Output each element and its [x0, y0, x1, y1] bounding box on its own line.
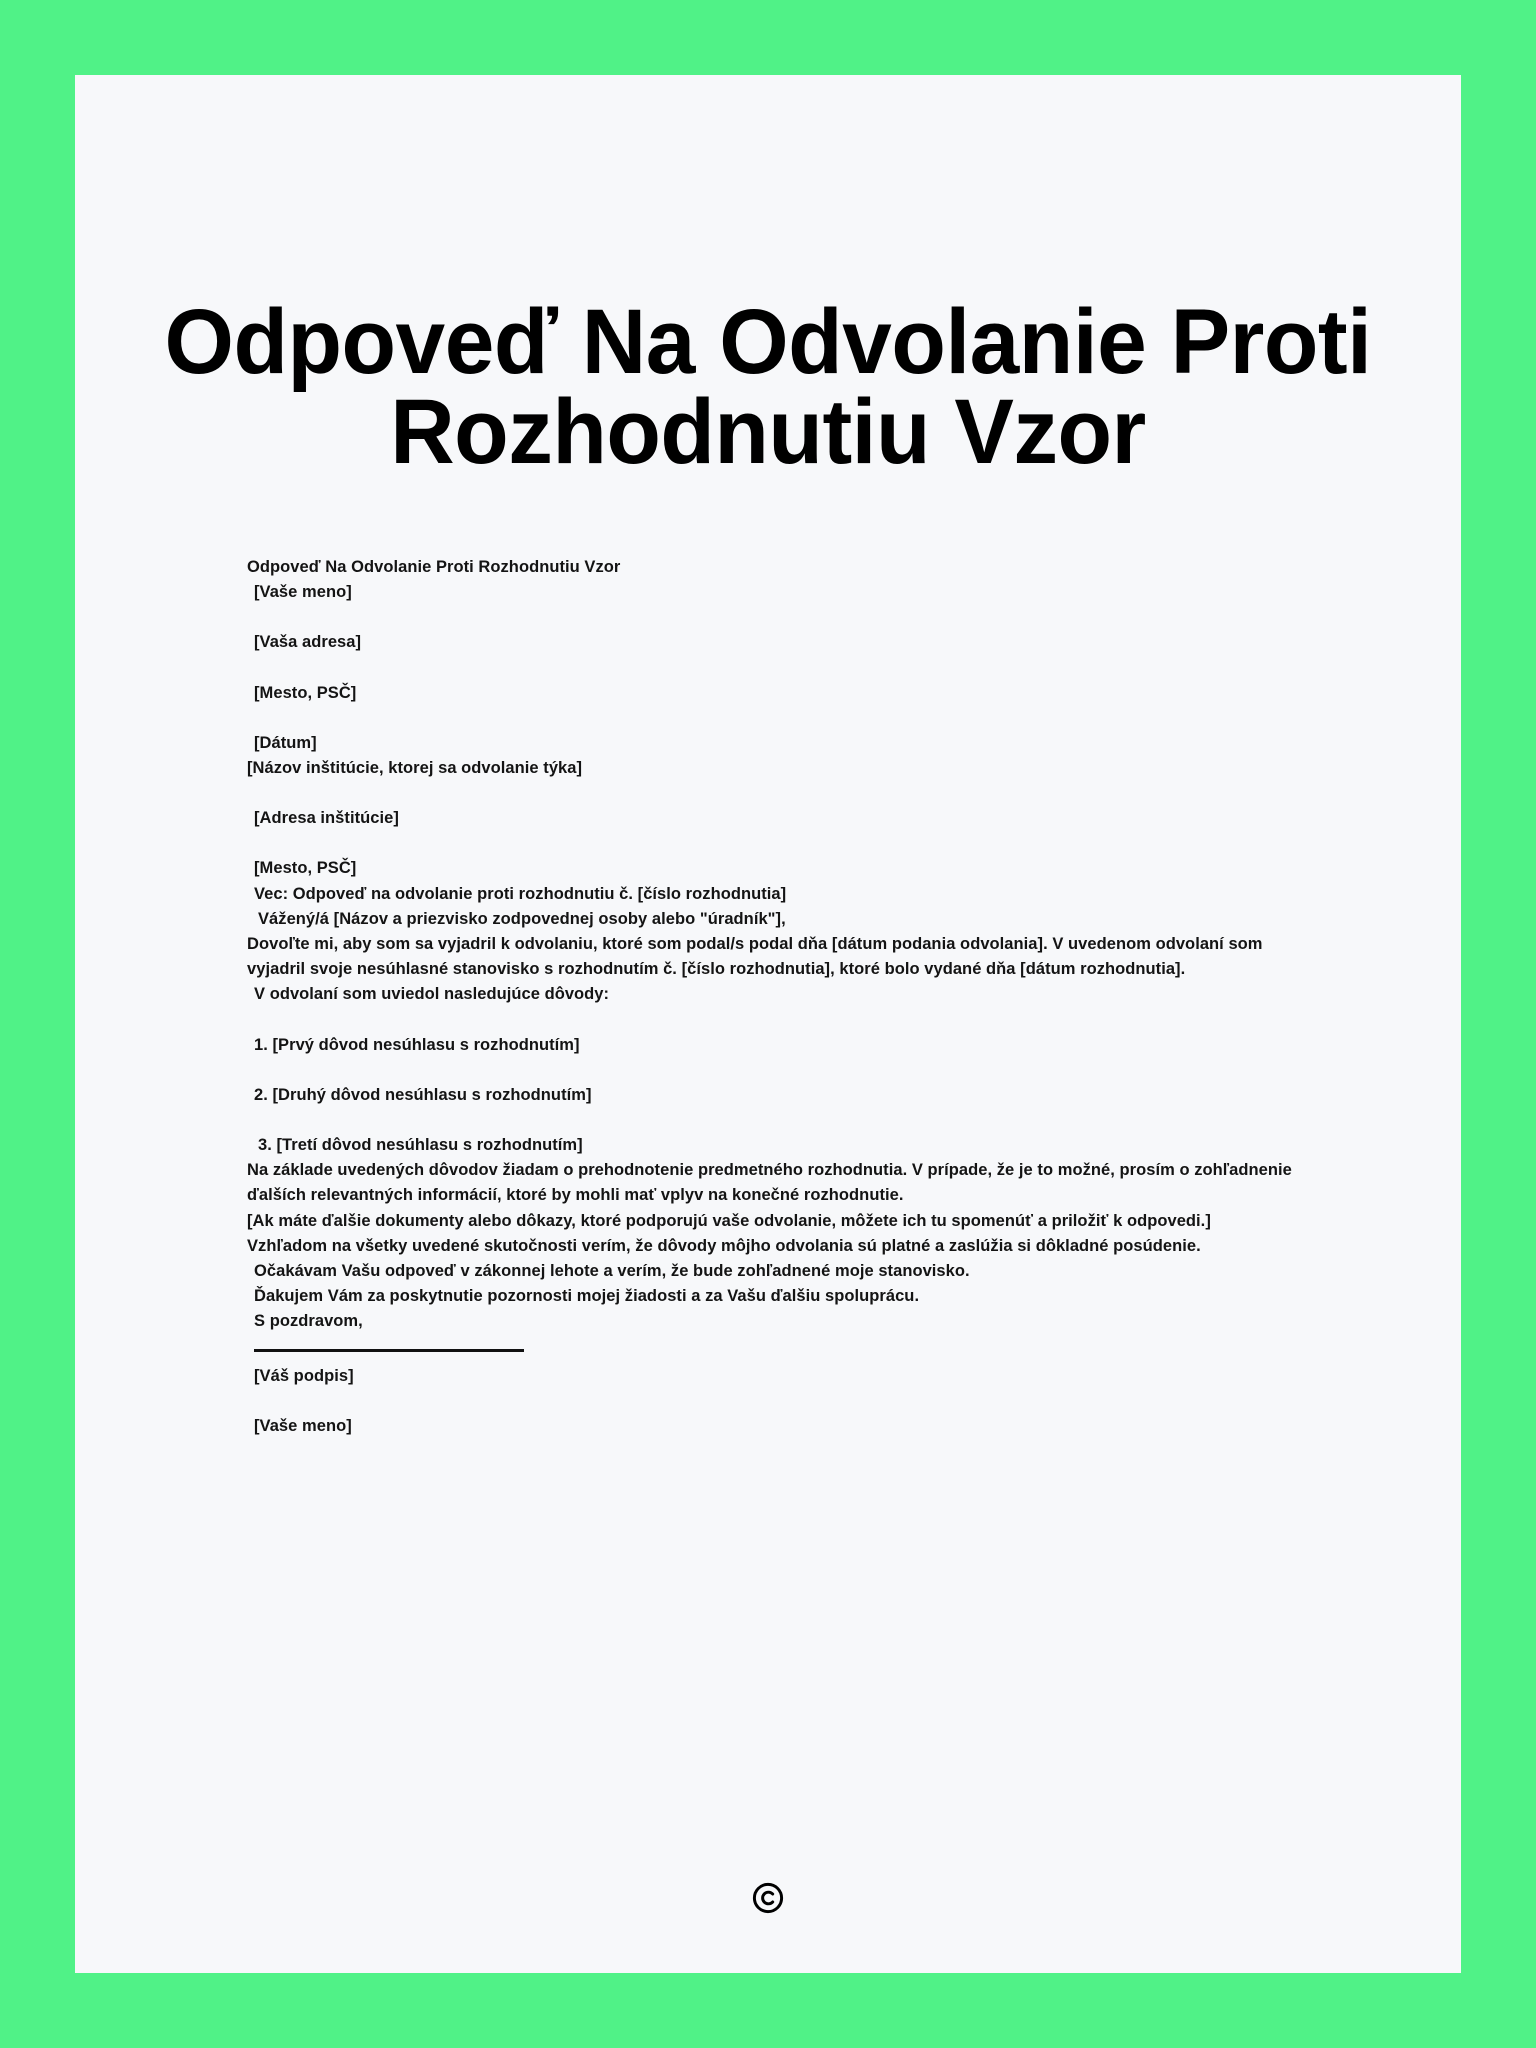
thanks-line: Ďakujem Vám za poskytnutie pozornosti mojej žiadosti a za Vašu ďalšiu spoluprácu.: [254, 1287, 920, 1306]
sender-city: [Mesto, PSČ]: [254, 683, 357, 702]
spacer: [247, 706, 1297, 731]
sender-name: [Vaše meno]: [254, 583, 352, 602]
spacer: [247, 1008, 1297, 1033]
signature-label: [Váš podpis]: [254, 1366, 354, 1385]
reason-item-2: 2. [Druhý dôvod nesúhlasu s rozhodnutím]: [254, 1085, 592, 1104]
letter-salutation: Vážený/á [Názov a priezvisko zodpovednej osoby alebo "úradník"],: [258, 909, 786, 928]
reasons-lead: V odvolaní som uviedol nasledujúce dôvody:: [254, 985, 610, 1004]
recipient-city: [Mesto, PSČ]: [254, 859, 357, 878]
expectation-line: Očakávam Vašu odpoveď v zákonnej lehote a verím, že bude zohľadnené moje stanovisko.: [254, 1262, 970, 1281]
closing-line: S pozdravom,: [254, 1312, 363, 1331]
spacer: [247, 1389, 1297, 1414]
letter-subject: Vec: Odpoveď na odvolanie proti rozhodnutiu č. [číslo rozhodnutia]: [254, 884, 787, 903]
spacer: [247, 1108, 1297, 1133]
request-paragraph: Na základe uvedených dôvodov žiadam o prehodnotenie predmetného rozhodnutia. V prípade, že je to možné, prosím o zohľadnenie ďalších relevantných informácií, ktoré by mohli mať vplyv na konečné rozhodnutie.: [247, 1161, 1292, 1205]
spacer: [247, 605, 1297, 630]
page-title: Odpoveď Na Odvolanie Proti Rozhodnutiu Vzor: [164, 290, 1372, 483]
signature-name: [Vaše meno]: [254, 1416, 352, 1435]
copyright-icon: [751, 1889, 785, 1906]
recipient-institution: [Názov inštitúcie, ktorej sa odvolanie týka]: [247, 759, 583, 778]
letter-body: [247, 555, 1297, 1439]
reason-item-1: 1. [Prvý dôvod nesúhlasu s rozhodnutím]: [254, 1035, 580, 1054]
document-page: [75, 75, 1461, 1973]
spacer: [247, 781, 1297, 806]
signature-rule: [254, 1349, 524, 1352]
intro-paragraph: Dovoľte mi, aby som sa vyjadril k odvolaniu, ktoré som podal/s podal dňa [dátum podania odvolania]. V uvedenom odvolaní som vyjadril svoje nesúhlasné stanovisko s rozhodnutím č. [číslo rozhodnutia], ktoré bolo vydané dňa [dátum rozhodnutia].: [247, 935, 1263, 979]
footer: [75, 1881, 1461, 1915]
letter-date: [Dátum]: [254, 733, 317, 752]
attachments-note: [Ak máte ďalšie dokumenty alebo dôkazy, ktoré podporujú vaše odvolanie, môžete ich tu spomenúť a priložiť k odpovedi.]: [247, 1211, 1211, 1230]
spacer: [247, 831, 1297, 856]
sender-address: [Vaša adresa]: [254, 633, 362, 652]
spacer: [247, 656, 1297, 681]
belief-paragraph: Vzhľadom na všetky uvedené skutočnosti verím, že dôvody môjho odvolania sú platné a zaslúžia si dôkladné posúdenie.: [247, 1236, 1201, 1255]
recipient-address: [Adresa inštitúcie]: [254, 809, 399, 828]
letter-doc-heading: Odpoveď Na Odvolanie Proti Rozhodnutiu Vzor: [247, 558, 621, 576]
reason-item-3: 3. [Tretí dôvod nesúhlasu s rozhodnutím]: [258, 1136, 583, 1155]
spacer: [247, 1058, 1297, 1083]
